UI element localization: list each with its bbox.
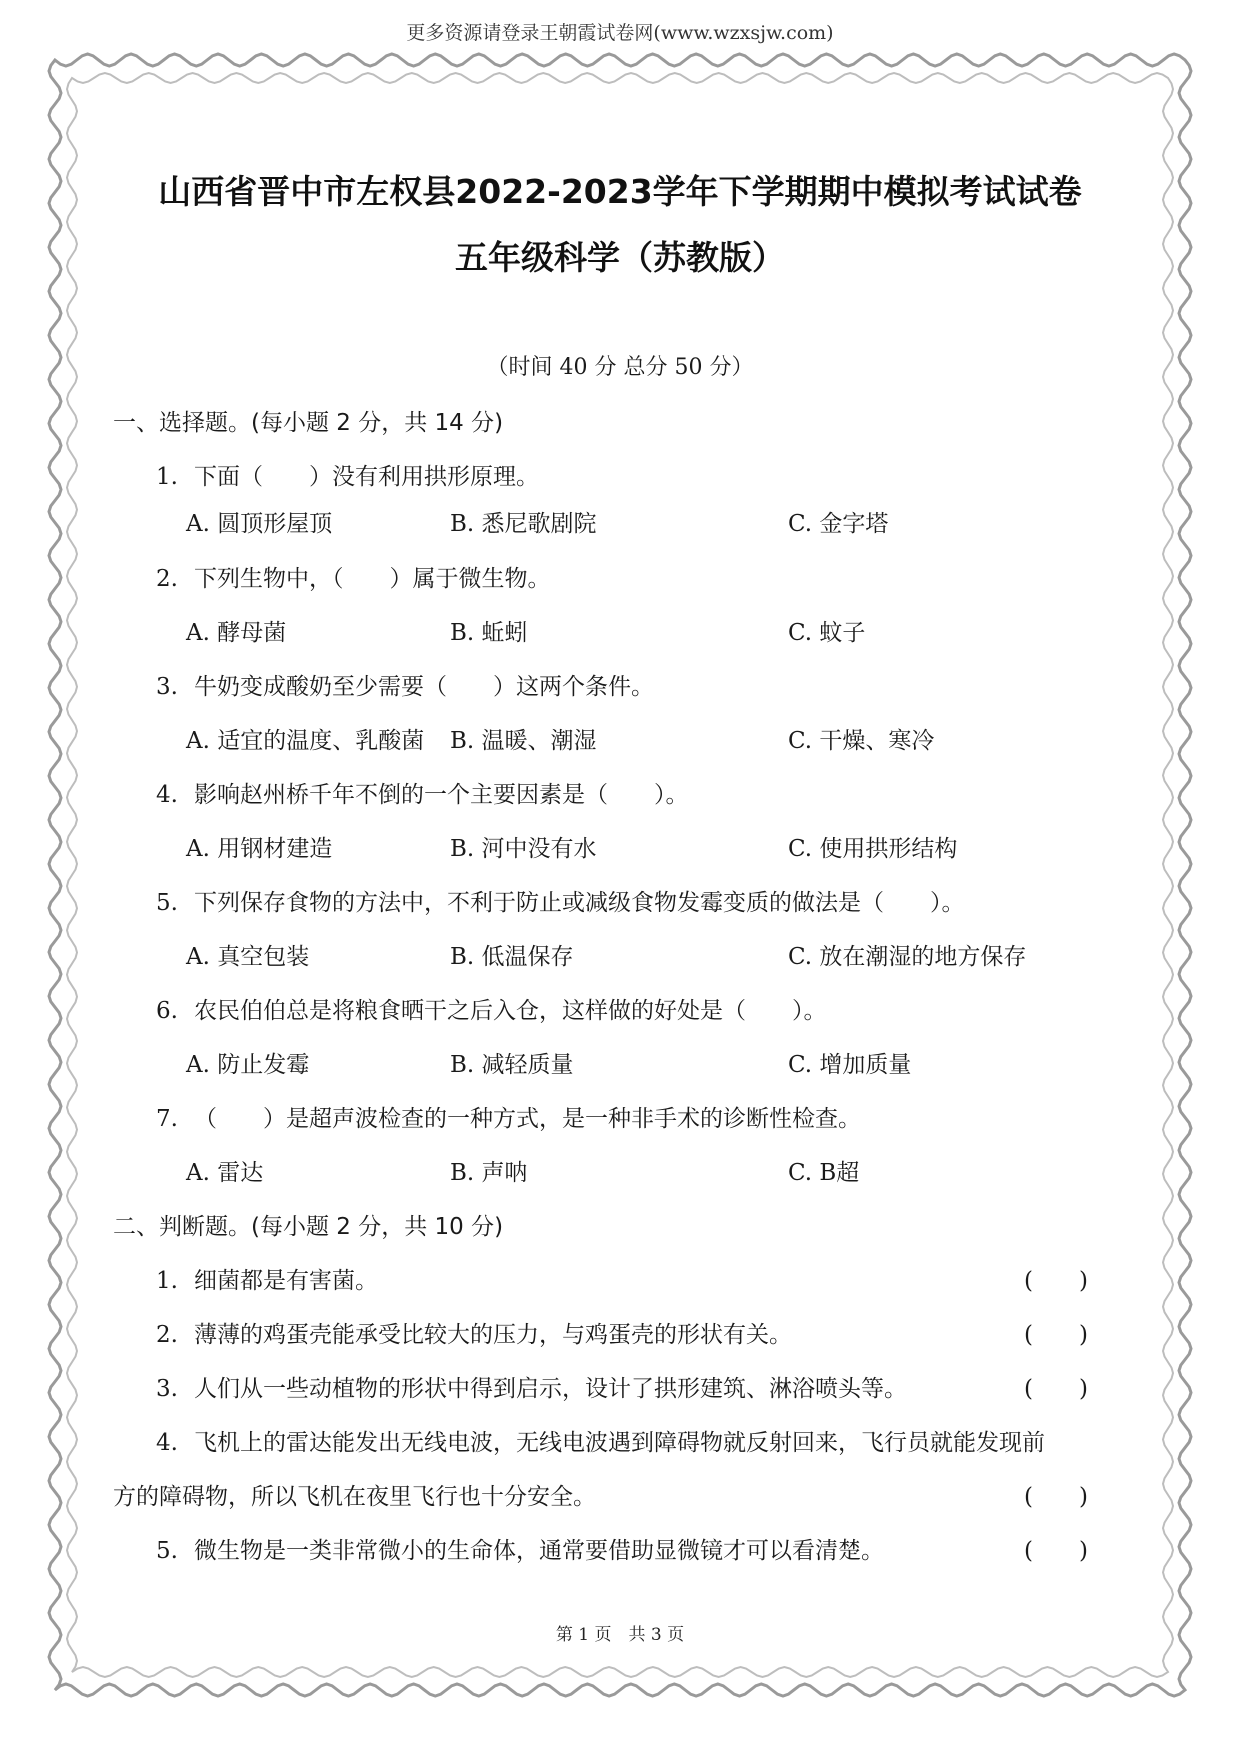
judgement-question: 5. 微生物是一类非常微小的生命体，通常要借助显微镜才可以看清楚。 xyxy=(156,1538,884,1564)
choice-option: C. 使用拱形结构 xyxy=(788,836,958,862)
choice-question: 3. 牛奶变成酸奶至少需要（ ）这两个条件。 xyxy=(156,674,654,700)
choice-option: A. 圆顶形屋顶 xyxy=(186,511,333,537)
choice-option: A. 真空包装 xyxy=(186,944,310,970)
choice-option: C. B超 xyxy=(788,1160,860,1186)
judgement-question: 2. 薄薄的鸡蛋壳能承受比较大的压力，与鸡蛋壳的形状有关。 xyxy=(156,1322,792,1348)
section-choice-heading: 一、选择题。(每小题 2 分，共 14 分) xyxy=(113,410,504,436)
answer-blank[interactable]: ( ) xyxy=(1024,1484,1088,1510)
choice-option: A. 防止发霉 xyxy=(186,1052,310,1078)
choice-option: A. 雷达 xyxy=(186,1160,264,1186)
choice-option: C. 蚊子 xyxy=(788,620,866,646)
choice-option: C. 增加质量 xyxy=(788,1052,912,1078)
judgement-question: 3. 人们从一些动植物的形状中得到启示，设计了拱形建筑、淋浴喷头等。 xyxy=(156,1376,907,1402)
choice-option: B. 温暖、潮湿 xyxy=(450,728,597,754)
section-judgement-heading: 二、判断题。(每小题 2 分，共 10 分) xyxy=(113,1214,504,1240)
choice-question: 7. （ ）是超声波检查的一种方式，是一种非手术的诊断性检查。 xyxy=(156,1106,861,1132)
choice-option: A. 酵母菌 xyxy=(186,620,287,646)
choice-question: 4. 影响赵州桥千年不倒的一个主要因素是（ ）。 xyxy=(156,782,689,808)
choice-question: 5. 下列保存食物的方法中，不利于防止或减级食物发霉变质的做法是（ ）。 xyxy=(156,890,965,916)
choice-option: B. 河中没有水 xyxy=(450,836,597,862)
choice-question: 1. 下面（ ）没有利用拱形原理。 xyxy=(156,464,539,490)
choice-option: B. 蚯蚓 xyxy=(450,620,528,646)
exam-subtitle: 五年级科学（苏教版） xyxy=(455,238,785,277)
judgement-question-continuation: 方的障碍物，所以飞机在夜里飞行也十分安全。 xyxy=(113,1484,596,1510)
choice-option: A. 适宜的温度、乳酸菌 xyxy=(186,728,425,754)
choice-option: B. 声呐 xyxy=(450,1160,528,1186)
exam-meta: （时间 40 分 总分 50 分） xyxy=(486,355,754,380)
choice-question: 6. 农民伯伯总是将粮食晒干之后入仓，这样做的好处是（ ）。 xyxy=(156,998,827,1024)
choice-option: B. 悉尼歌剧院 xyxy=(450,511,597,537)
answer-blank[interactable]: ( ) xyxy=(1024,1268,1088,1294)
choice-option: A. 用钢材建造 xyxy=(186,836,333,862)
choice-option: B. 减轻质量 xyxy=(450,1052,574,1078)
exam-title: 山西省晋中市左权县2022-2023学年下学期期中模拟考试试卷 xyxy=(158,172,1082,211)
choice-option: C. 金字塔 xyxy=(788,511,889,537)
judgement-question: 1. 细菌都是有害菌。 xyxy=(156,1268,378,1294)
choice-question: 2. 下列生物中，（ ）属于微生物。 xyxy=(156,566,551,592)
answer-blank[interactable]: ( ) xyxy=(1024,1376,1088,1402)
page-footer: 第 1 页 共 3 页 xyxy=(555,1625,685,1645)
source-watermark-text: 更多资源请登录王朝霞试卷网(www.wzxsjw.com) xyxy=(406,22,834,44)
choice-option: B. 低温保存 xyxy=(450,944,574,970)
answer-blank[interactable]: ( ) xyxy=(1024,1538,1088,1564)
choice-option: C. 干燥、寒冷 xyxy=(788,728,935,754)
judgement-question: 4. 飞机上的雷达能发出无线电波，无线电波遇到障碍物就反射回来，飞行员就能发现前 xyxy=(156,1430,1045,1456)
choice-option: C. 放在潮湿的地方保存 xyxy=(788,944,1027,970)
answer-blank[interactable]: ( ) xyxy=(1024,1322,1088,1348)
